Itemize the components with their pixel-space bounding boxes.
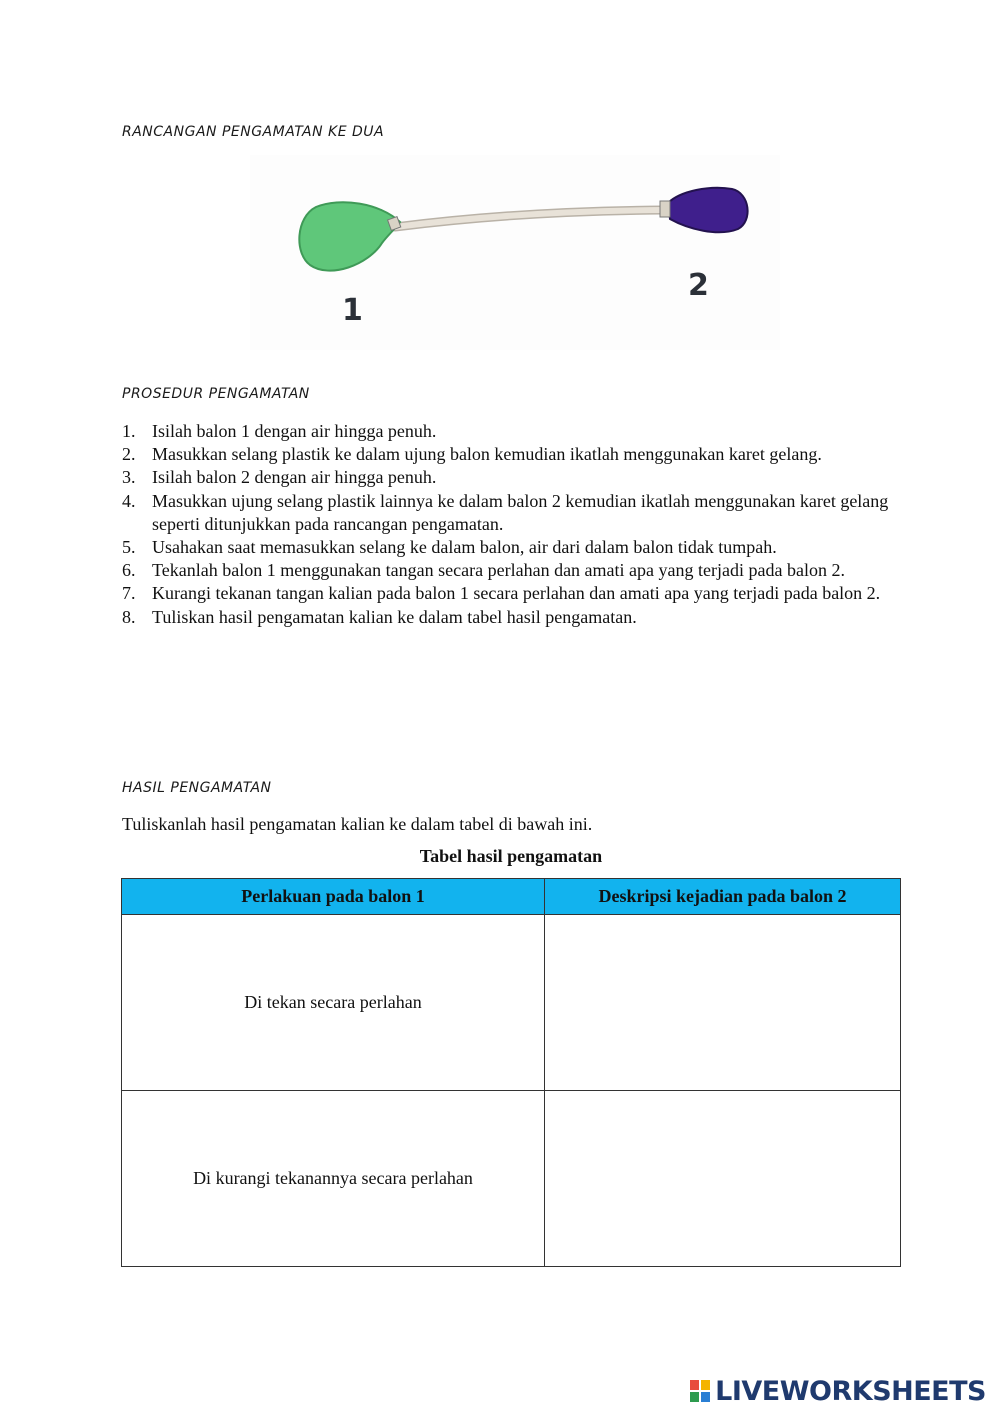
list-item: 2. Masukkan selang plastik ke dalam ujung balon kemudian ikatlah menggunakan karet gelang. <box>122 444 822 465</box>
results-table <box>121 878 901 1267</box>
list-item: 8. Tuliskan hasil pengamatan kalian ke dalam tabel hasil pengamatan. <box>122 606 637 627</box>
results-intro: Tuliskanlah hasil pengamatan kalian ke dalam tabel di bawah ini. <box>122 814 593 834</box>
treatment-cell: Di kurangi tekanannya secara perlahan <box>122 1091 545 1267</box>
design-heading: RANCANGAN PENGAMATAN KE DUA <box>122 124 385 140</box>
table-caption: Tabel hasil pengamatan <box>419 846 603 866</box>
procedure-list <box>122 420 892 629</box>
table-row <box>122 1091 901 1267</box>
brand-name: LIVEWORKSHEETS <box>715 1375 986 1407</box>
list-item: 4. Masukkan ujung selang plastik lainnya ke dalam balon 2 kemudian ikatlah menggunakan karet gelang seperti ditunjukkan pada rancangan pengamatan. <box>122 490 889 534</box>
list-item: 3. Isilah balon 2 dengan air hingga penuh. <box>122 467 437 488</box>
table-header-row <box>122 879 901 915</box>
list-item: 5. Usahakan saat memasukkan selang ke dalam balon, air dari dalam balon tidak tumpah. <box>122 537 777 558</box>
description-answer-cell[interactable] <box>545 1091 901 1267</box>
rubber-band-2 <box>660 201 670 217</box>
balloon-tube-illustration <box>250 155 780 350</box>
balloon-1-label: 1 <box>342 293 363 328</box>
treatment-cell: Di tekan secara perlahan <box>122 915 545 1091</box>
description-answer-cell[interactable] <box>545 915 901 1091</box>
liveworksheets-logo-icon <box>689 1379 711 1403</box>
procedure-heading: PROSEDUR PENGAMATAN <box>122 386 310 402</box>
balloon-2-label: 2 <box>688 268 709 303</box>
list-item: 7. Kurangi tekanan tangan kalian pada balon 1 secara perlahan dan amati apa yang terjadi pada balon 2. <box>122 583 881 604</box>
liveworksheets-brand <box>689 1376 986 1406</box>
list-item: 6. Tekanlah balon 1 menggunakan tangan secara perlahan dan amati apa yang terjadi pada balon 2. <box>122 560 845 581</box>
list-item: 1. Isilah balon 1 dengan air hingga penuh. <box>122 421 437 441</box>
column-header-treatment: Perlakuan pada balon 1 <box>122 879 545 915</box>
table-row <box>122 915 901 1091</box>
column-header-description: Deskripsi kejadian pada balon 2 <box>545 879 901 915</box>
results-heading: HASIL PENGAMATAN <box>122 780 272 796</box>
